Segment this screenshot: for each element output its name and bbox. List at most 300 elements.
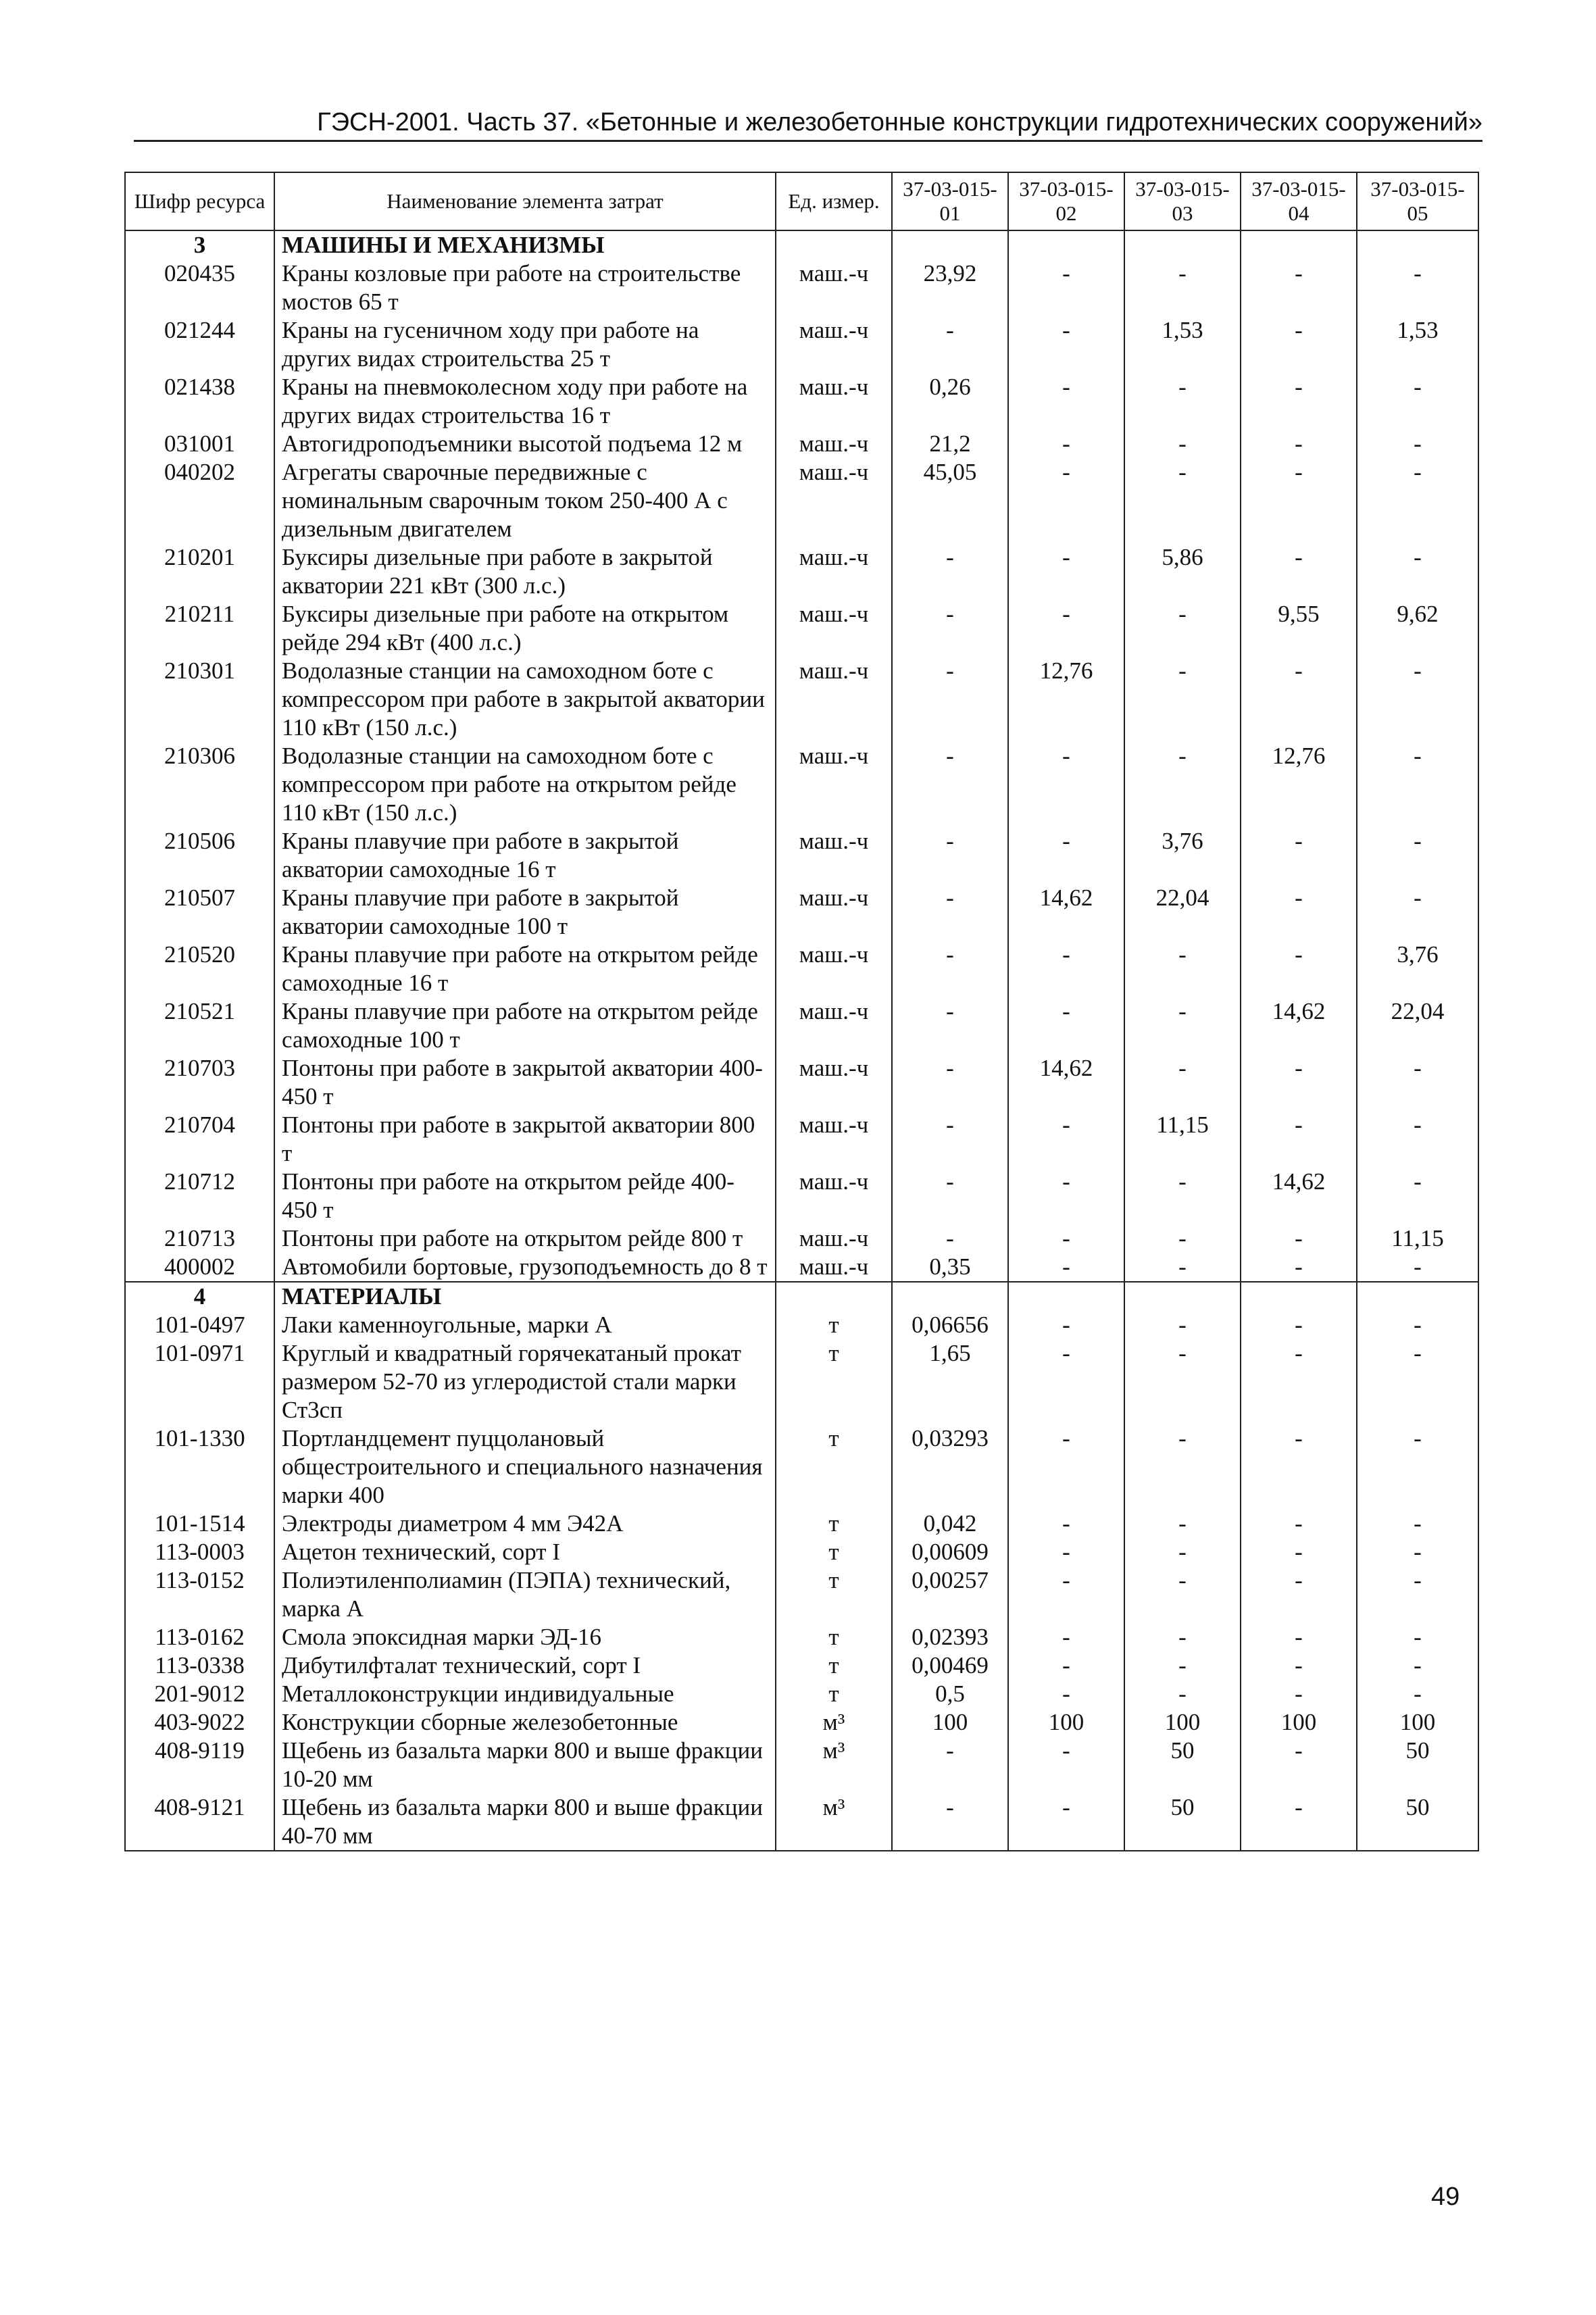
value-col-1: - xyxy=(892,1793,1008,1851)
value-col-2: - xyxy=(1008,1253,1124,1282)
resource-name: Краны плавучие при работе в закрытой акватории самоходные 16 т xyxy=(274,827,776,884)
resource-code: 408-9121 xyxy=(125,1793,274,1851)
value-col-4: - xyxy=(1241,1224,1357,1253)
resource-unit: м³ xyxy=(776,1708,892,1737)
value-col-3: - xyxy=(1124,1054,1241,1111)
resource-name: Водолазные станции на самоходном боте с компрессором при работе на открытом рейде 110 кВт (150 л.с.) xyxy=(274,742,776,827)
table-row xyxy=(125,1623,1478,1651)
value-col-4: - xyxy=(1241,373,1357,430)
value-col-5: - xyxy=(1357,1566,1478,1623)
table-row xyxy=(125,1708,1478,1737)
value-col-2: - xyxy=(1008,259,1124,316)
col-header-c2: 37-03-015-02 xyxy=(1008,172,1124,230)
resource-unit: маш.-ч xyxy=(776,543,892,600)
value-col-2: - xyxy=(1008,1424,1124,1510)
value-col-2: - xyxy=(1008,316,1124,373)
table-row xyxy=(125,827,1478,884)
value-col-2: - xyxy=(1008,373,1124,430)
resource-unit: т xyxy=(776,1424,892,1510)
value-col-5: - xyxy=(1357,259,1478,316)
resource-code: 021438 xyxy=(125,373,274,430)
value-col-5: - xyxy=(1357,1538,1478,1566)
resource-code: 101-1514 xyxy=(125,1510,274,1538)
value-col-2: 14,62 xyxy=(1008,1054,1124,1111)
empty-cell xyxy=(1008,230,1124,259)
resource-unit: маш.-ч xyxy=(776,1224,892,1253)
table-row xyxy=(125,941,1478,997)
resource-name: Щебень из базальта марки 800 и выше фракции 40-70 мм xyxy=(274,1793,776,1851)
resource-code: 020435 xyxy=(125,259,274,316)
page-header xyxy=(134,108,1482,142)
col-header-unit: Ед. измер. xyxy=(776,172,892,230)
value-col-5: 50 xyxy=(1357,1737,1478,1793)
value-col-3: - xyxy=(1124,1311,1241,1339)
value-col-4: - xyxy=(1241,1510,1357,1538)
value-col-3: - xyxy=(1124,1538,1241,1566)
col-header-name: Наименование элемента затрат xyxy=(274,172,776,230)
value-col-1: - xyxy=(892,997,1008,1054)
resource-code: 210520 xyxy=(125,941,274,997)
value-col-4: - xyxy=(1241,1538,1357,1566)
value-col-2: - xyxy=(1008,1737,1124,1793)
table-row xyxy=(125,1566,1478,1623)
value-col-2: - xyxy=(1008,1111,1124,1168)
col-header-c1: 37-03-015-01 xyxy=(892,172,1008,230)
value-col-3: - xyxy=(1124,1339,1241,1424)
value-col-1: 0,02393 xyxy=(892,1623,1008,1651)
value-col-1: - xyxy=(892,941,1008,997)
resource-code: 113-0152 xyxy=(125,1566,274,1623)
value-col-3: - xyxy=(1124,657,1241,742)
value-col-1: 0,00469 xyxy=(892,1651,1008,1680)
resource-unit: м³ xyxy=(776,1737,892,1793)
value-col-3: - xyxy=(1124,1224,1241,1253)
value-col-2: - xyxy=(1008,1538,1124,1566)
value-col-1: - xyxy=(892,600,1008,657)
table-row xyxy=(125,458,1478,543)
resource-name: Краны козловые при работе на строительстве мостов 65 т xyxy=(274,259,776,316)
empty-cell xyxy=(892,230,1008,259)
value-col-1: - xyxy=(892,742,1008,827)
value-col-5: - xyxy=(1357,742,1478,827)
value-col-2: - xyxy=(1008,1623,1124,1651)
value-col-4: - xyxy=(1241,543,1357,600)
resource-unit: т xyxy=(776,1311,892,1339)
empty-cell xyxy=(1241,1282,1357,1311)
section-code: 4 xyxy=(125,1282,274,1311)
value-col-5: - xyxy=(1357,430,1478,458)
resource-unit: т xyxy=(776,1623,892,1651)
value-col-1: 0,00609 xyxy=(892,1538,1008,1566)
resource-code: 400002 xyxy=(125,1253,274,1282)
value-col-5: - xyxy=(1357,1311,1478,1339)
resource-unit: маш.-ч xyxy=(776,1054,892,1111)
empty-cell xyxy=(892,1282,1008,1311)
resource-unit: маш.-ч xyxy=(776,458,892,543)
value-col-4: 14,62 xyxy=(1241,997,1357,1054)
value-col-2: 12,76 xyxy=(1008,657,1124,742)
value-col-5: - xyxy=(1357,1424,1478,1510)
value-col-5: - xyxy=(1357,1054,1478,1111)
resource-code: 210712 xyxy=(125,1168,274,1224)
value-col-1: 0,03293 xyxy=(892,1424,1008,1510)
value-col-4: - xyxy=(1241,657,1357,742)
value-col-5: - xyxy=(1357,1339,1478,1424)
resource-name: Понтоны при работе на открытом рейде 400-450 т xyxy=(274,1168,776,1224)
resource-code: 113-0162 xyxy=(125,1623,274,1651)
value-col-4: 9,55 xyxy=(1241,600,1357,657)
value-col-4: - xyxy=(1241,1793,1357,1851)
resource-name: Краны плавучие при работе в закрытой акватории самоходные 100 т xyxy=(274,884,776,941)
value-col-1: - xyxy=(892,1054,1008,1111)
value-col-2: - xyxy=(1008,600,1124,657)
resource-code: 101-1330 xyxy=(125,1424,274,1510)
resource-name: Агрегаты сварочные передвижные с номинальным сварочным током 250-400 А с дизельным двигателем xyxy=(274,458,776,543)
value-col-5: - xyxy=(1357,1680,1478,1708)
resource-unit: маш.-ч xyxy=(776,941,892,997)
value-col-5: - xyxy=(1357,1168,1478,1224)
resource-name: Водолазные станции на самоходном боте с компрессором при работе в закрытой акватории 110 кВт (150 л.с.) xyxy=(274,657,776,742)
value-col-3: 50 xyxy=(1124,1737,1241,1793)
resource-name: Понтоны при работе на открытом рейде 800 т xyxy=(274,1224,776,1253)
value-col-3: - xyxy=(1124,1651,1241,1680)
value-col-1: 21,2 xyxy=(892,430,1008,458)
value-col-5: - xyxy=(1357,827,1478,884)
resource-name: Краны плавучие при работе на открытом рейде самоходные 100 т xyxy=(274,997,776,1054)
value-col-4: - xyxy=(1241,1737,1357,1793)
empty-cell xyxy=(776,230,892,259)
value-col-4: - xyxy=(1241,458,1357,543)
table-row xyxy=(125,1111,1478,1168)
resource-name: Портландцемент пуццолановый общестроительного и специального назначения марки 400 xyxy=(274,1424,776,1510)
resource-table xyxy=(124,172,1479,1851)
value-col-3: - xyxy=(1124,1424,1241,1510)
value-col-4: 12,76 xyxy=(1241,742,1357,827)
value-col-2: 100 xyxy=(1008,1708,1124,1737)
resource-code: 040202 xyxy=(125,458,274,543)
value-col-2: - xyxy=(1008,1680,1124,1708)
resource-code: 210704 xyxy=(125,1111,274,1168)
value-col-4: - xyxy=(1241,316,1357,373)
value-col-3: - xyxy=(1124,1680,1241,1708)
resource-unit: маш.-ч xyxy=(776,316,892,373)
value-col-2: 14,62 xyxy=(1008,884,1124,941)
value-col-3: - xyxy=(1124,600,1241,657)
col-header-c4: 37-03-015-04 xyxy=(1241,172,1357,230)
resource-name: Автомобили бортовые, грузоподъемность до 8 т xyxy=(274,1253,776,1282)
resource-name: Конструкции сборные железобетонные xyxy=(274,1708,776,1737)
col-header-c3: 37-03-015-03 xyxy=(1124,172,1241,230)
table-row xyxy=(125,1253,1478,1282)
value-col-2: - xyxy=(1008,430,1124,458)
value-col-5: 11,15 xyxy=(1357,1224,1478,1253)
value-col-5: - xyxy=(1357,373,1478,430)
value-col-3: 50 xyxy=(1124,1793,1241,1851)
section-row xyxy=(125,1282,1478,1311)
table-row xyxy=(125,997,1478,1054)
value-col-5: 9,62 xyxy=(1357,600,1478,657)
resource-code: 210306 xyxy=(125,742,274,827)
value-col-1: - xyxy=(892,1111,1008,1168)
resource-name: Буксиры дизельные при работе на открытом рейде 294 кВт (400 л.с.) xyxy=(274,600,776,657)
resource-unit: маш.-ч xyxy=(776,742,892,827)
value-col-4: - xyxy=(1241,1566,1357,1623)
resource-name: Дибутилфталат технический, сорт I xyxy=(274,1651,776,1680)
value-col-2: - xyxy=(1008,1793,1124,1851)
resource-unit: маш.-ч xyxy=(776,259,892,316)
value-col-1: 0,5 xyxy=(892,1680,1008,1708)
resource-code: 210506 xyxy=(125,827,274,884)
value-col-2: - xyxy=(1008,742,1124,827)
value-col-2: - xyxy=(1008,543,1124,600)
value-col-2: - xyxy=(1008,827,1124,884)
resource-unit: т xyxy=(776,1680,892,1708)
table-row xyxy=(125,742,1478,827)
resource-code: 403-9022 xyxy=(125,1708,274,1737)
value-col-5: - xyxy=(1357,1651,1478,1680)
value-col-3: - xyxy=(1124,1566,1241,1623)
value-col-1: 0,00257 xyxy=(892,1566,1008,1623)
value-col-4: 100 xyxy=(1241,1708,1357,1737)
value-col-1: - xyxy=(892,884,1008,941)
resource-code: 210211 xyxy=(125,600,274,657)
value-col-4: - xyxy=(1241,1424,1357,1510)
value-col-4: - xyxy=(1241,941,1357,997)
value-col-1: 0,26 xyxy=(892,373,1008,430)
resource-unit: маш.-ч xyxy=(776,997,892,1054)
value-col-1: - xyxy=(892,657,1008,742)
value-col-4: - xyxy=(1241,1680,1357,1708)
value-col-1: 23,92 xyxy=(892,259,1008,316)
value-col-3: - xyxy=(1124,1510,1241,1538)
resource-code: 113-0338 xyxy=(125,1651,274,1680)
value-col-1: 0,06656 xyxy=(892,1311,1008,1339)
value-col-1: 0,042 xyxy=(892,1510,1008,1538)
value-col-5: 3,76 xyxy=(1357,941,1478,997)
value-col-5: 100 xyxy=(1357,1708,1478,1737)
table-row xyxy=(125,1224,1478,1253)
value-col-5: - xyxy=(1357,657,1478,742)
section-row xyxy=(125,230,1478,259)
value-col-4: - xyxy=(1241,884,1357,941)
resource-unit: маш.-ч xyxy=(776,430,892,458)
value-col-3: - xyxy=(1124,1623,1241,1651)
value-col-3: 11,15 xyxy=(1124,1111,1241,1168)
resource-name: Буксиры дизельные при работе в закрытой акватории 221 кВт (300 л.с.) xyxy=(274,543,776,600)
value-col-1: 100 xyxy=(892,1708,1008,1737)
resource-code: 101-0971 xyxy=(125,1339,274,1424)
resource-unit: маш.-ч xyxy=(776,1168,892,1224)
section-title: МАШИНЫ И МЕХАНИЗМЫ xyxy=(274,230,776,259)
value-col-4: - xyxy=(1241,1111,1357,1168)
value-col-3: - xyxy=(1124,430,1241,458)
value-col-1: - xyxy=(892,827,1008,884)
value-col-5: - xyxy=(1357,884,1478,941)
empty-cell xyxy=(1357,230,1478,259)
value-col-4: 14,62 xyxy=(1241,1168,1357,1224)
resource-unit: маш.-ч xyxy=(776,1111,892,1168)
value-col-1: - xyxy=(892,1224,1008,1253)
section-title: МАТЕРИАЛЫ xyxy=(274,1282,776,1311)
resource-name: Металлоконструкции индивидуальные xyxy=(274,1680,776,1708)
resource-name: Автогидроподъемники высотой подъема 12 м xyxy=(274,430,776,458)
resource-code: 210507 xyxy=(125,884,274,941)
value-col-4: - xyxy=(1241,1339,1357,1424)
value-col-1: 45,05 xyxy=(892,458,1008,543)
resource-unit: маш.-ч xyxy=(776,600,892,657)
value-col-2: - xyxy=(1008,1510,1124,1538)
resource-unit: маш.-ч xyxy=(776,884,892,941)
table-row xyxy=(125,259,1478,316)
resource-code: 210521 xyxy=(125,997,274,1054)
table-row xyxy=(125,1168,1478,1224)
resource-code: 031001 xyxy=(125,430,274,458)
value-col-3: 3,76 xyxy=(1124,827,1241,884)
value-col-5: 1,53 xyxy=(1357,316,1478,373)
resource-name: Понтоны при работе в закрытой акватории 400-450 т xyxy=(274,1054,776,1111)
value-col-2: - xyxy=(1008,1339,1124,1424)
resource-name: Круглый и квадратный горячекатаный прокат размером 52-70 из углеродистой стали марки Ст3сп xyxy=(274,1339,776,1424)
value-col-2: - xyxy=(1008,1566,1124,1623)
table-body xyxy=(125,230,1478,1851)
empty-cell xyxy=(776,1282,892,1311)
table-row xyxy=(125,1339,1478,1424)
resource-unit: м³ xyxy=(776,1793,892,1851)
resource-unit: маш.-ч xyxy=(776,373,892,430)
resource-name: Лаки каменноугольные, марки А xyxy=(274,1311,776,1339)
resource-name: Щебень из базальта марки 800 и выше фракции 10-20 мм xyxy=(274,1737,776,1793)
value-col-1: 0,35 xyxy=(892,1253,1008,1282)
table-row xyxy=(125,1311,1478,1339)
value-col-2: - xyxy=(1008,458,1124,543)
value-col-4: - xyxy=(1241,259,1357,316)
value-col-5: 22,04 xyxy=(1357,997,1478,1054)
value-col-2: - xyxy=(1008,997,1124,1054)
value-col-3: - xyxy=(1124,373,1241,430)
resource-name: Смола эпоксидная марки ЭД-16 xyxy=(274,1623,776,1651)
resource-name: Краны на гусеничном ходу при работе на других видах строительства 25 т xyxy=(274,316,776,373)
value-col-3: - xyxy=(1124,997,1241,1054)
value-col-3: - xyxy=(1124,742,1241,827)
value-col-2: - xyxy=(1008,941,1124,997)
value-col-3: 22,04 xyxy=(1124,884,1241,941)
resource-unit: маш.-ч xyxy=(776,827,892,884)
table-row xyxy=(125,316,1478,373)
resource-name: Краны на пневмоколесном ходу при работе на других видах строительства 16 т xyxy=(274,373,776,430)
resource-code: 201-9012 xyxy=(125,1680,274,1708)
value-col-5: - xyxy=(1357,1623,1478,1651)
value-col-3: - xyxy=(1124,259,1241,316)
value-col-4: - xyxy=(1241,827,1357,884)
empty-cell xyxy=(1241,230,1357,259)
table-header-row xyxy=(125,172,1478,230)
page-number: 49 xyxy=(1431,2183,1460,2211)
table-row xyxy=(125,1651,1478,1680)
value-col-4: - xyxy=(1241,1651,1357,1680)
table-row xyxy=(125,543,1478,600)
resource-unit: маш.-ч xyxy=(776,1253,892,1282)
resource-unit: маш.-ч xyxy=(776,657,892,742)
resource-name: Ацетон технический, сорт I xyxy=(274,1538,776,1566)
value-col-3: 1,53 xyxy=(1124,316,1241,373)
resource-name: Полиэтиленполиамин (ПЭПА) технический, марка А xyxy=(274,1566,776,1623)
value-col-4: - xyxy=(1241,430,1357,458)
resource-unit: т xyxy=(776,1651,892,1680)
value-col-5: - xyxy=(1357,1510,1478,1538)
value-col-3: - xyxy=(1124,941,1241,997)
table-row xyxy=(125,1424,1478,1510)
value-col-4: - xyxy=(1241,1054,1357,1111)
value-col-5: - xyxy=(1357,458,1478,543)
resource-code: 408-9119 xyxy=(125,1737,274,1793)
value-col-2: - xyxy=(1008,1651,1124,1680)
value-col-5: - xyxy=(1357,1111,1478,1168)
empty-cell xyxy=(1357,1282,1478,1311)
col-header-code: Шифр ресурса xyxy=(125,172,274,230)
empty-cell xyxy=(1124,1282,1241,1311)
table-row xyxy=(125,373,1478,430)
table-row xyxy=(125,1737,1478,1793)
value-col-3: - xyxy=(1124,1168,1241,1224)
value-col-1: - xyxy=(892,543,1008,600)
resource-code: 101-0497 xyxy=(125,1311,274,1339)
value-col-2: - xyxy=(1008,1311,1124,1339)
document-title: ГЭСН-2001. Часть 37. «Бетонные и железобетонные конструкции гидротехнических сооружений» xyxy=(317,108,1482,136)
table-row xyxy=(125,600,1478,657)
resource-code: 210201 xyxy=(125,543,274,600)
resource-code: 021244 xyxy=(125,316,274,373)
value-col-4: - xyxy=(1241,1253,1357,1282)
value-col-2: - xyxy=(1008,1168,1124,1224)
value-col-1: - xyxy=(892,1737,1008,1793)
table-row xyxy=(125,1054,1478,1111)
col-header-c5: 37-03-015-05 xyxy=(1357,172,1478,230)
section-code: 3 xyxy=(125,230,274,259)
value-col-5: - xyxy=(1357,1253,1478,1282)
resource-name: Электроды диаметром 4 мм Э42А xyxy=(274,1510,776,1538)
resource-unit: т xyxy=(776,1510,892,1538)
table-row xyxy=(125,657,1478,742)
resource-unit: т xyxy=(776,1339,892,1424)
empty-cell xyxy=(1008,1282,1124,1311)
resource-code: 210703 xyxy=(125,1054,274,1111)
value-col-2: - xyxy=(1008,1224,1124,1253)
value-col-3: 5,86 xyxy=(1124,543,1241,600)
value-col-1: - xyxy=(892,316,1008,373)
table-row xyxy=(125,1680,1478,1708)
value-col-3: - xyxy=(1124,1253,1241,1282)
resource-code: 210713 xyxy=(125,1224,274,1253)
value-col-5: 50 xyxy=(1357,1793,1478,1851)
value-col-1: - xyxy=(892,1168,1008,1224)
table-row xyxy=(125,1538,1478,1566)
resource-code: 113-0003 xyxy=(125,1538,274,1566)
resource-name: Краны плавучие при работе на открытом рейде самоходные 16 т xyxy=(274,941,776,997)
value-col-4: - xyxy=(1241,1623,1357,1651)
resource-code: 210301 xyxy=(125,657,274,742)
value-col-3: 100 xyxy=(1124,1708,1241,1737)
resource-unit: т xyxy=(776,1538,892,1566)
table-row xyxy=(125,884,1478,941)
value-col-3: - xyxy=(1124,458,1241,543)
value-col-1: 1,65 xyxy=(892,1339,1008,1424)
resource-name: Понтоны при работе в закрытой акватории 800 т xyxy=(274,1111,776,1168)
table-row xyxy=(125,1510,1478,1538)
empty-cell xyxy=(1124,230,1241,259)
table-row xyxy=(125,430,1478,458)
value-col-5: - xyxy=(1357,543,1478,600)
resource-unit: т xyxy=(776,1566,892,1623)
